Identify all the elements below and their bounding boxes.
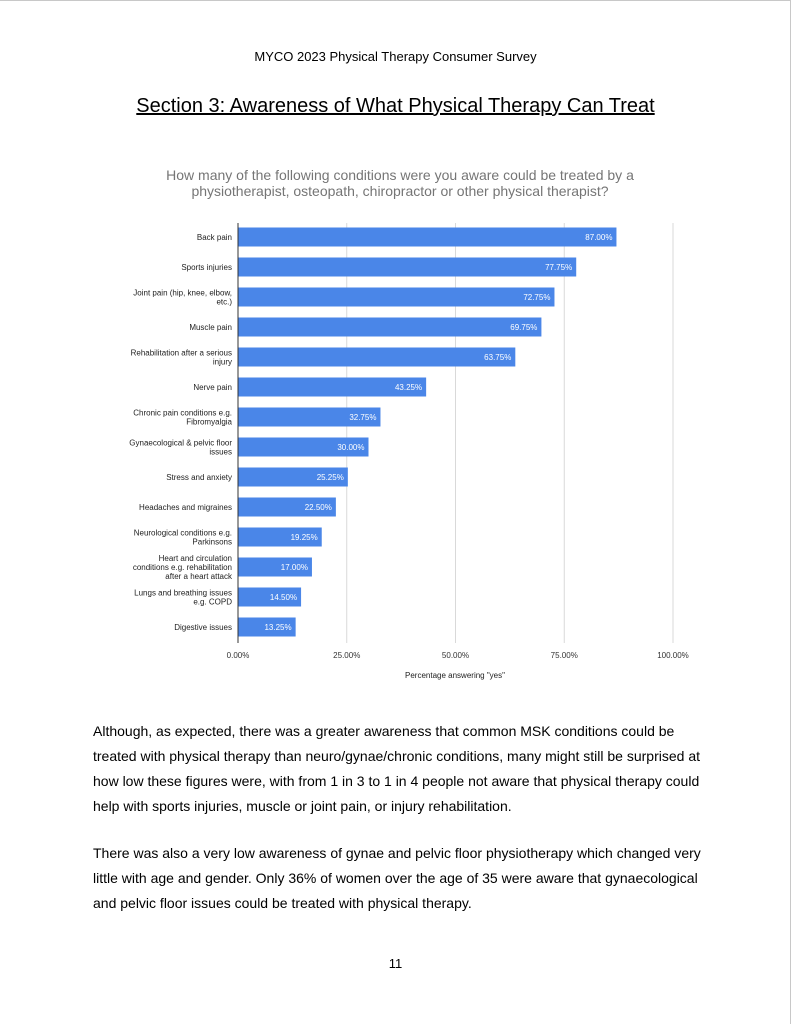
category-label-line: Heart and circulation [158,554,232,563]
category-label-line: e.g. COPD [193,597,232,607]
category-label-line: issues [209,447,232,457]
category-label [133,554,233,581]
category-label [189,323,232,332]
data-label: 77.75% [545,263,573,272]
bar [238,318,541,337]
category-label-line: Fibromyalgia [186,417,232,427]
bar [238,228,616,247]
data-label: 13.25% [264,623,292,632]
category-label-line: Stress and anxiety [166,473,232,482]
x-tick-label: 50.00% [441,651,470,660]
data-label: 14.50% [269,593,298,602]
x-tick-label: 100.00% [657,651,689,660]
body-paragraph-1: Although, as expected, there was a greater awareness that common MSK conditions could be treated with physical therapy than neuro/gynae/chronic conditions, many might still be surprised at how low these figures were, with from 1 in 3 to 1 in 4 people not aware that physical therapy could help with sports injuries, muscle or joint pain, or injury rehabilitation. [93,723,700,814]
category-label-line: Joint pain (hip, knee, elbow, [133,288,232,298]
category-label-line: Neurological conditions e.g. [133,528,232,538]
x-tick-label: 0.00% [226,651,250,660]
category-label-line: Nerve pain [193,383,232,392]
x-axis-label: Percentage answering "yes" [405,671,505,680]
data-label: 63.75% [484,353,512,362]
chart-title: How many of the following conditions were you aware could be treated by a physiotherapist, osteopath, chiropractor or other physical therapist? [166,167,634,199]
x-tick-label: 25.00% [333,651,361,660]
category-label-line: Headaches and migraines [139,503,232,512]
bar [238,348,515,367]
data-label: 19.25% [290,533,318,542]
data-label: 43.25% [394,383,423,392]
bar [238,258,576,277]
data-label: 87.00% [585,233,613,242]
category-label [166,473,232,482]
category-label [134,529,232,547]
category-label-line: Gynaecological & pelvic floor [129,438,232,448]
category-label-line: Back pain [196,233,232,242]
category-label [174,623,232,632]
category-label-line: Lungs and breathing issues [134,588,232,598]
data-label: 17.00% [280,563,308,572]
body-paragraph-2: There was also a very low awareness of gynae and pelvic floor physiotherapy which changed very little with age and gender. Only 36% of women over the age of 35 were aware that gynaecological and pelvic floor issues could be treated with physical therapy. [93,845,701,911]
category-label [131,349,232,367]
category-label-line: Muscle pain [189,323,232,332]
category-label-line: etc.) [216,297,232,307]
category-label [181,263,232,272]
x-tick-label: 75.00% [550,651,578,660]
category-label [139,503,232,512]
page-header: MYCO 2023 Physical Therapy Consumer Survey [254,49,537,64]
category-label-line: Sports injuries [181,263,232,272]
data-label: 25.25% [316,473,344,482]
category-label [134,589,232,607]
category-label-line: injury [212,357,232,367]
category-label-line: conditions e.g. rehabilitation [132,563,232,572]
category-label-line: Rehabilitation after a serious [130,348,232,358]
category-label-line: Digestive issues [174,623,232,632]
category-label [193,383,232,392]
category-label-line: Chronic pain conditions e.g. [133,408,232,418]
category-label [129,439,232,457]
category-label [133,289,232,307]
bar-chart [0,1,791,701]
category-label [197,233,232,242]
bar [238,288,554,307]
section-title: Section 3: Awareness of What Physical Therapy Can Treat [136,95,655,117]
data-label: 72.75% [523,293,551,302]
data-label: 30.00% [337,443,365,452]
category-label [133,409,232,427]
data-label: 22.50% [304,503,332,512]
category-label-line: Parkinsons [192,537,232,547]
data-label: 69.75% [510,323,538,332]
data-label: 32.75% [349,413,377,422]
category-label-line: after a heart attack [165,572,232,581]
page-number: 11 [388,956,403,971]
